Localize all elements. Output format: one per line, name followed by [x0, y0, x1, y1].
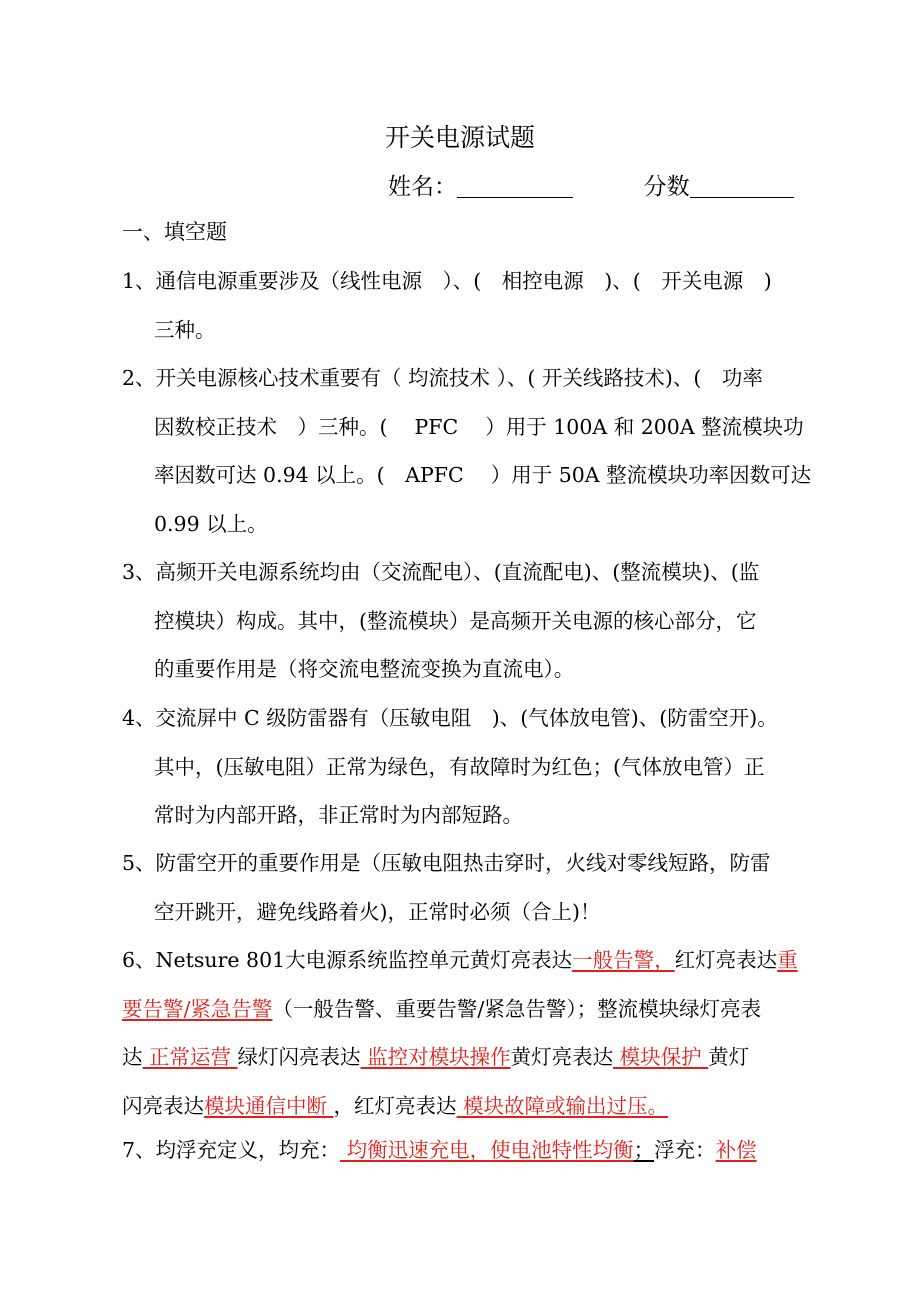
q4-line-1: 4、交流屏中 C 级防雷器有（压敏电阻 )、(气体放电管)、(防雷空开)。 [122, 706, 778, 730]
q5-line-2: 空开跳开，避免线路着火)，正常时必须（合上)！ [154, 899, 601, 924]
q2-line-2: 因数校正技术 ）三种。( PFC ）用于 100A 和 200A 整流模块功 [154, 414, 804, 439]
q7-text-1c: ； [633, 1138, 655, 1162]
q6-answer-module-protect: 模块保护 [613, 1045, 709, 1069]
q3-line-2: 控模块）构成。其中，(整流模块）是高频开关电源的核心部分，它 [154, 608, 757, 633]
q6-text-3a: 达 [122, 1045, 143, 1069]
q6-line-2 [122, 985, 812, 1034]
name-score-line [388, 168, 794, 201]
q4-line-2: 其中，(压敏电阻）正常为绿色，有故障时为红色；(气体放电管）正 [154, 754, 765, 779]
question-4 [122, 694, 812, 840]
question-5 [122, 839, 812, 936]
q6-text-3g: 黄灯 [708, 1045, 750, 1069]
q7-answer-float: 补偿 [715, 1138, 757, 1162]
question-6 [122, 936, 812, 1130]
q7-text-1d: 浮充： [654, 1138, 716, 1162]
question-2 [122, 354, 812, 548]
q2-line-3: 率因数可达 0.94 以上。( APFC ）用于 50A 整流模块功率因数可达 [154, 463, 812, 487]
question-1 [122, 257, 812, 354]
q6-line-3 [122, 1033, 812, 1082]
q6-answer-general-alarm: 一般告警， [572, 948, 675, 972]
q7-answer-equalize: 均衡迅速充电，使电池特性均衡 [340, 1138, 634, 1162]
q6-text-3c: 绿灯闪亮表达 [237, 1045, 361, 1069]
q7-text-1a: 7、均浮充定义，均充： [122, 1138, 341, 1162]
q6-text-3e: 黄灯亮表达 [510, 1045, 614, 1069]
q1-line-1: 1、通信电源重要涉及（线性电源 ）、( 相控电源 )、( 开关电源 ) [122, 269, 772, 293]
q6-text-1a: 6、Netsure 801大电源系统监控单元黄灯亮表达 [122, 948, 573, 972]
page-title: 开关电源试题 [384, 123, 535, 152]
q6-text-1c: 红灯亮表达 [674, 948, 778, 972]
q7-line-1 [122, 1126, 812, 1175]
score-label: 分数 [643, 174, 690, 200]
q2-line-1: 2、开关电源核心技术重要有（ 均流技术 ）、( 开关线路技术)、( 功率 [122, 366, 763, 390]
q6-answer-comm-interrupt: 模块通信中断 [204, 1093, 334, 1118]
q6-text-2b: （一般告警、重要告警/紧急告警）；整流模块绿灯亮表 [272, 996, 762, 1021]
question-7 [122, 1126, 812, 1175]
q5-line-1: 5、防雷空开的重要作用是（压敏电阻热击穿时，火线对零线短路，防雷 [122, 851, 771, 875]
q6-text-4c: ，红灯亮表达 [333, 1093, 457, 1118]
score-blank [690, 173, 794, 198]
question-3 [122, 548, 812, 694]
section-heading: 一、填空题 [122, 220, 227, 244]
name-label: 姓名： [388, 174, 457, 200]
q6-line-4 [122, 1082, 812, 1131]
q6-text-4a: 闪亮表达 [122, 1093, 204, 1118]
q3-line-1: 3、高频开关电源系统均由（交流配电）、(直流配电)、(整流模块)、(监 [122, 560, 760, 584]
q2-line-4: 0.99 以上。 [154, 511, 268, 536]
q4-line-3: 常时为内部开路，非正常时为内部短路。 [154, 803, 523, 827]
q3-line-3: 的重要作用是（将交流电整流变换为直流电）。 [154, 657, 575, 681]
q6-answer-major-alarm-end: 要告警/紧急告警 [122, 996, 273, 1021]
name-blank [457, 173, 573, 198]
q1-line-2: 三种。 [154, 317, 216, 342]
q6-line-1 [122, 936, 812, 985]
q6-answer-module-fault: 模块故障或输出过压。 [456, 1093, 669, 1118]
q6-answer-monitor-operate: 监控对模块操作 [360, 1045, 511, 1069]
q6-answer-major-alarm-start: 重 [777, 948, 798, 972]
q6-answer-normal-run: 正常运营 [142, 1045, 238, 1069]
